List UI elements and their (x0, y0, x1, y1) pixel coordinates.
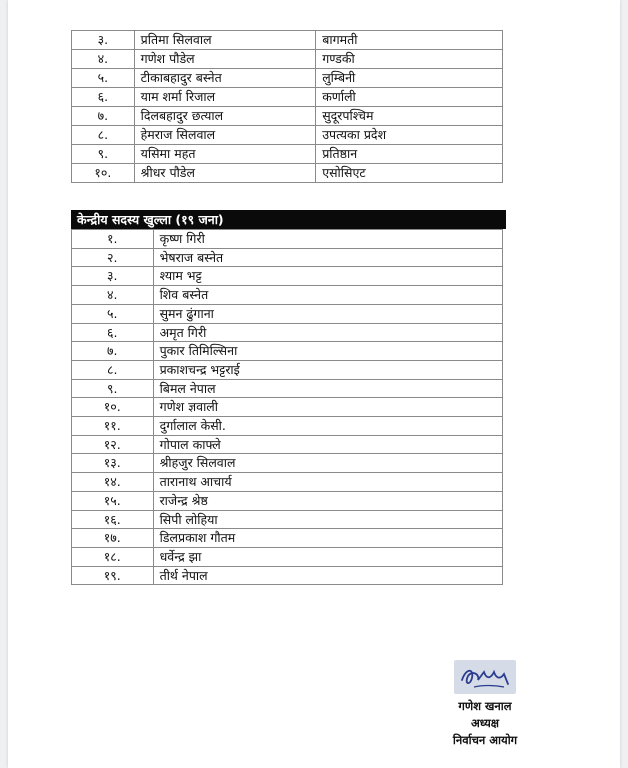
member-name-cell: सिपी लोहिया (153, 510, 502, 529)
member-name-cell: डिलप्रकाश गौतम (153, 529, 502, 548)
document-page (8, 0, 620, 768)
table-row (72, 323, 503, 342)
member-name-cell: प्रतिमा सिलवाल (134, 31, 316, 50)
table-row (72, 435, 503, 454)
serial-number-cell: ६. (72, 323, 154, 342)
open-central-members-heading: केन्द्रीय सदस्य खुल्ला (१९ जना) (71, 210, 506, 229)
serial-number-cell: १६. (72, 510, 154, 529)
serial-number-cell: १९. (72, 566, 154, 585)
member-name-cell: अमृत गिरी (153, 323, 502, 342)
province-cell: कर्णाली (316, 88, 503, 107)
table-row (72, 360, 503, 379)
table-row (72, 342, 503, 361)
member-name-cell: कृष्ण गिरी (153, 230, 502, 249)
serial-number-cell: १४. (72, 473, 154, 492)
member-name-cell: राजेन्द्र श्रेष्ठ (153, 491, 502, 510)
serial-number-cell: ८. (72, 126, 135, 145)
regional-members-table (71, 30, 503, 183)
member-name-cell: श्रीहजुर सिलवाल (153, 454, 502, 473)
serial-number-cell: १. (72, 230, 154, 249)
table-row (72, 566, 503, 585)
member-name-cell: भेषराज बस्नेत (153, 248, 502, 267)
member-name-cell: यसिमा महत (134, 145, 316, 164)
signature-block (430, 660, 540, 749)
province-cell: उपत्यका प्रदेश (316, 126, 503, 145)
table-row (72, 529, 503, 548)
member-name-cell: तीर्थ नेपाल (153, 566, 502, 585)
member-name-cell: तारानाथ आचार्य (153, 473, 502, 492)
member-name-cell: गणेश पौडेल (134, 50, 316, 69)
member-name-cell: हेमराज सिलवाल (134, 126, 316, 145)
table-row (72, 286, 503, 305)
table-row (72, 31, 503, 50)
signatory-office: निर्वाचन आयोग (452, 733, 518, 747)
serial-number-cell: ९. (72, 379, 154, 398)
province-cell: बागमती (316, 31, 503, 50)
province-cell: लुम्बिनी (316, 69, 503, 88)
table-row (72, 248, 503, 267)
table-row (72, 454, 503, 473)
serial-number-cell: १५. (72, 491, 154, 510)
member-name-cell: याम शर्मा रिजाल (134, 88, 316, 107)
table-row (72, 398, 503, 417)
table-row (72, 304, 503, 323)
province-cell: गण्डकी (316, 50, 503, 69)
serial-number-cell: ६. (72, 88, 135, 107)
member-name-cell: गणेश ज्ञवाली (153, 398, 502, 417)
member-name-cell: बिमल नेपाल (153, 379, 502, 398)
serial-number-cell: ७. (72, 342, 154, 361)
signatory-name: गणेश खनाल (458, 699, 512, 713)
serial-number-cell: १०. (72, 398, 154, 417)
province-cell: सुदूरपश्चिम (316, 107, 503, 126)
table-row (72, 88, 503, 107)
member-name-cell: श्याम भट्ट (153, 267, 502, 286)
serial-number-cell: ३. (72, 31, 135, 50)
serial-number-cell: १३. (72, 454, 154, 473)
serial-number-cell: ८. (72, 360, 154, 379)
table-row (72, 267, 503, 286)
signatory-title: अध्यक्ष (470, 716, 500, 730)
serial-number-cell: १२. (72, 435, 154, 454)
serial-number-cell: ४. (72, 286, 154, 305)
province-cell: एसोसिएट (316, 164, 503, 183)
serial-number-cell: १८. (72, 547, 154, 566)
table-row (72, 547, 503, 566)
member-name-cell: प्रकाशचन्द्र भट्टराई (153, 360, 502, 379)
table-row (72, 417, 503, 436)
serial-number-cell: ७. (72, 107, 135, 126)
table-row (72, 230, 503, 249)
member-name-cell: सुमन ढुंगाना (153, 304, 502, 323)
serial-number-cell: १०. (72, 164, 135, 183)
member-name-cell: शिव बस्नेत (153, 286, 502, 305)
signature-image (454, 660, 516, 694)
table-row (72, 510, 503, 529)
serial-number-cell: १७. (72, 529, 154, 548)
member-name-cell: गोपाल काफ्ले (153, 435, 502, 454)
province-cell: प्रतिष्ठान (316, 145, 503, 164)
member-name-cell: दिलबहादुर छत्याल (134, 107, 316, 126)
serial-number-cell: ३. (72, 267, 154, 286)
table-row (72, 107, 503, 126)
table-row (72, 164, 503, 183)
member-name-cell: पुकार तिमिल्सिना (153, 342, 502, 361)
table-row (72, 379, 503, 398)
member-name-cell: दुर्गालाल केसी. (153, 417, 502, 436)
serial-number-cell: ५. (72, 69, 135, 88)
table-row (72, 491, 503, 510)
table-row (72, 473, 503, 492)
serial-number-cell: ५. (72, 304, 154, 323)
member-name-cell: टीकाबहादुर बस्नेत (134, 69, 316, 88)
table-row (72, 126, 503, 145)
table-row (72, 69, 503, 88)
serial-number-cell: ४. (72, 50, 135, 69)
open-central-members-table (71, 229, 503, 585)
serial-number-cell: ९. (72, 145, 135, 164)
serial-number-cell: ११. (72, 417, 154, 436)
serial-number-cell: २. (72, 248, 154, 267)
member-name-cell: श्रीधर पौडेल (134, 164, 316, 183)
member-name-cell: धर्वेन्द्र झा (153, 547, 502, 566)
table-row (72, 145, 503, 164)
table-row (72, 50, 503, 69)
